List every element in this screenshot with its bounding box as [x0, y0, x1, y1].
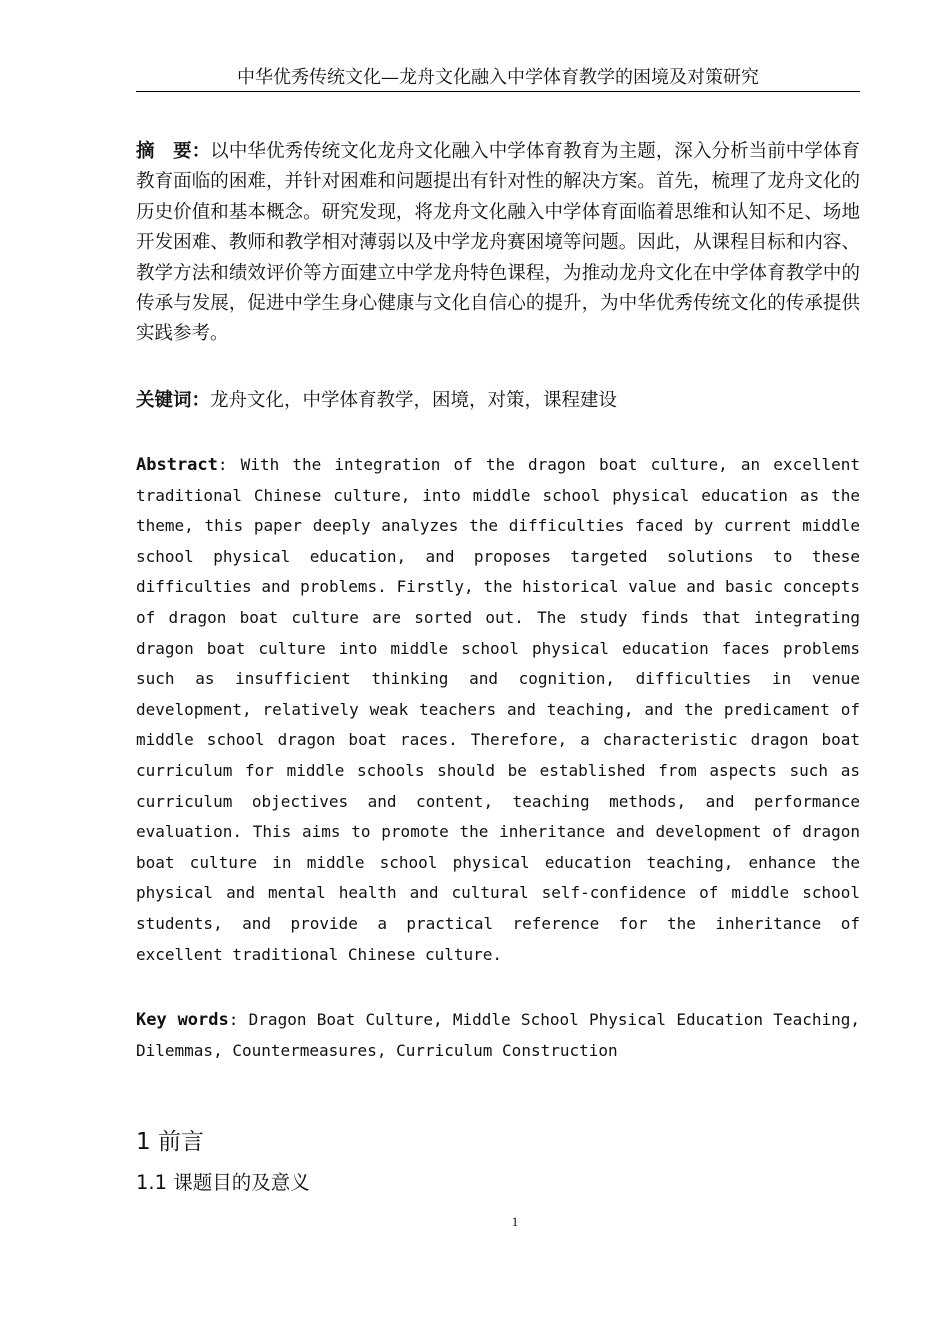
chinese-abstract-label: 摘 要：: [136, 141, 211, 162]
page-number: 1: [511, 1214, 519, 1229]
english-abstract-label: Abstract: [136, 455, 218, 475]
english-abstract: [136, 450, 860, 970]
chinese-abstract: [136, 137, 860, 350]
chinese-keywords-text: 龙舟文化，中学体育教学，困境，对策，课程建设: [210, 390, 618, 411]
chinese-abstract-text: 以中华优秀传统文化龙舟文化融入中学体育教育为主题，深入分析当前中学体育教育面临的困难，并针对困难和问题提出有针对性的解决方案。首先，梳理了龙舟文化的历史价值和基本概念。研究发现，将龙舟文化融入中学体育面临着思维和认知不足、场地开发困难、教师和教学相对薄弱以及中学龙舟赛困境等问题。因此，从课程目标和内容、教学方法和绩效评价等方面建立中学龙舟特色课程，为推动龙舟文化在中学体育教学中的传承与发展，促进中学生身心健康与文化自信心的提升，为中华优秀传统文化的传承提供实践参考。: [136, 141, 860, 345]
english-keywords: [136, 1005, 860, 1066]
english-abstract-text: : With the integration of the dragon boat culture, an excellent traditional Chinese culture, into middle school physical education as the theme, this paper deeply analyzes the difficulties faced by current middle school physical education, and proposes targeted solutions to these difficulties and problems. Firstly, the historical value and basic concepts of dragon boat culture are sorted out. The study finds that integrating dragon boat culture into middle school physical education faces problems such as insufficient thinking and cognition, difficulties in venue development, relatively weak teachers and teaching, and the predicament of middle school dragon boat races. Therefore, a characteristic dragon boat curriculum for middle schools should be established from aspects such as curriculum objectives and content, teaching methods, and performance evaluation. This aims to promote the inheritance and development of dragon boat culture in middle school physical education teaching, enhance the physical and mental health and cultural self-confidence of middle school students, and provide a practical reference for the inheritance of excellent traditional Chinese culture.: [136, 455, 860, 964]
chinese-keywords-label: 关键词：: [136, 390, 211, 411]
subsection-heading: 1.1 课题目的及意义: [136, 1171, 310, 1194]
chinese-keywords: [136, 386, 860, 416]
english-keywords-label: Key words: [136, 1010, 229, 1030]
section-heading: 1 前言: [136, 1129, 204, 1155]
english-keywords-text: : Dragon Boat Culture, Middle School Physical Education Teaching, Dilemmas, Countermeasures, Curriculum Construction: [136, 1010, 860, 1060]
header-rule: [136, 91, 860, 92]
running-header-title: 中华优秀传统文化—龙舟文化融入中学体育教学的困境及对策研究: [237, 67, 759, 88]
